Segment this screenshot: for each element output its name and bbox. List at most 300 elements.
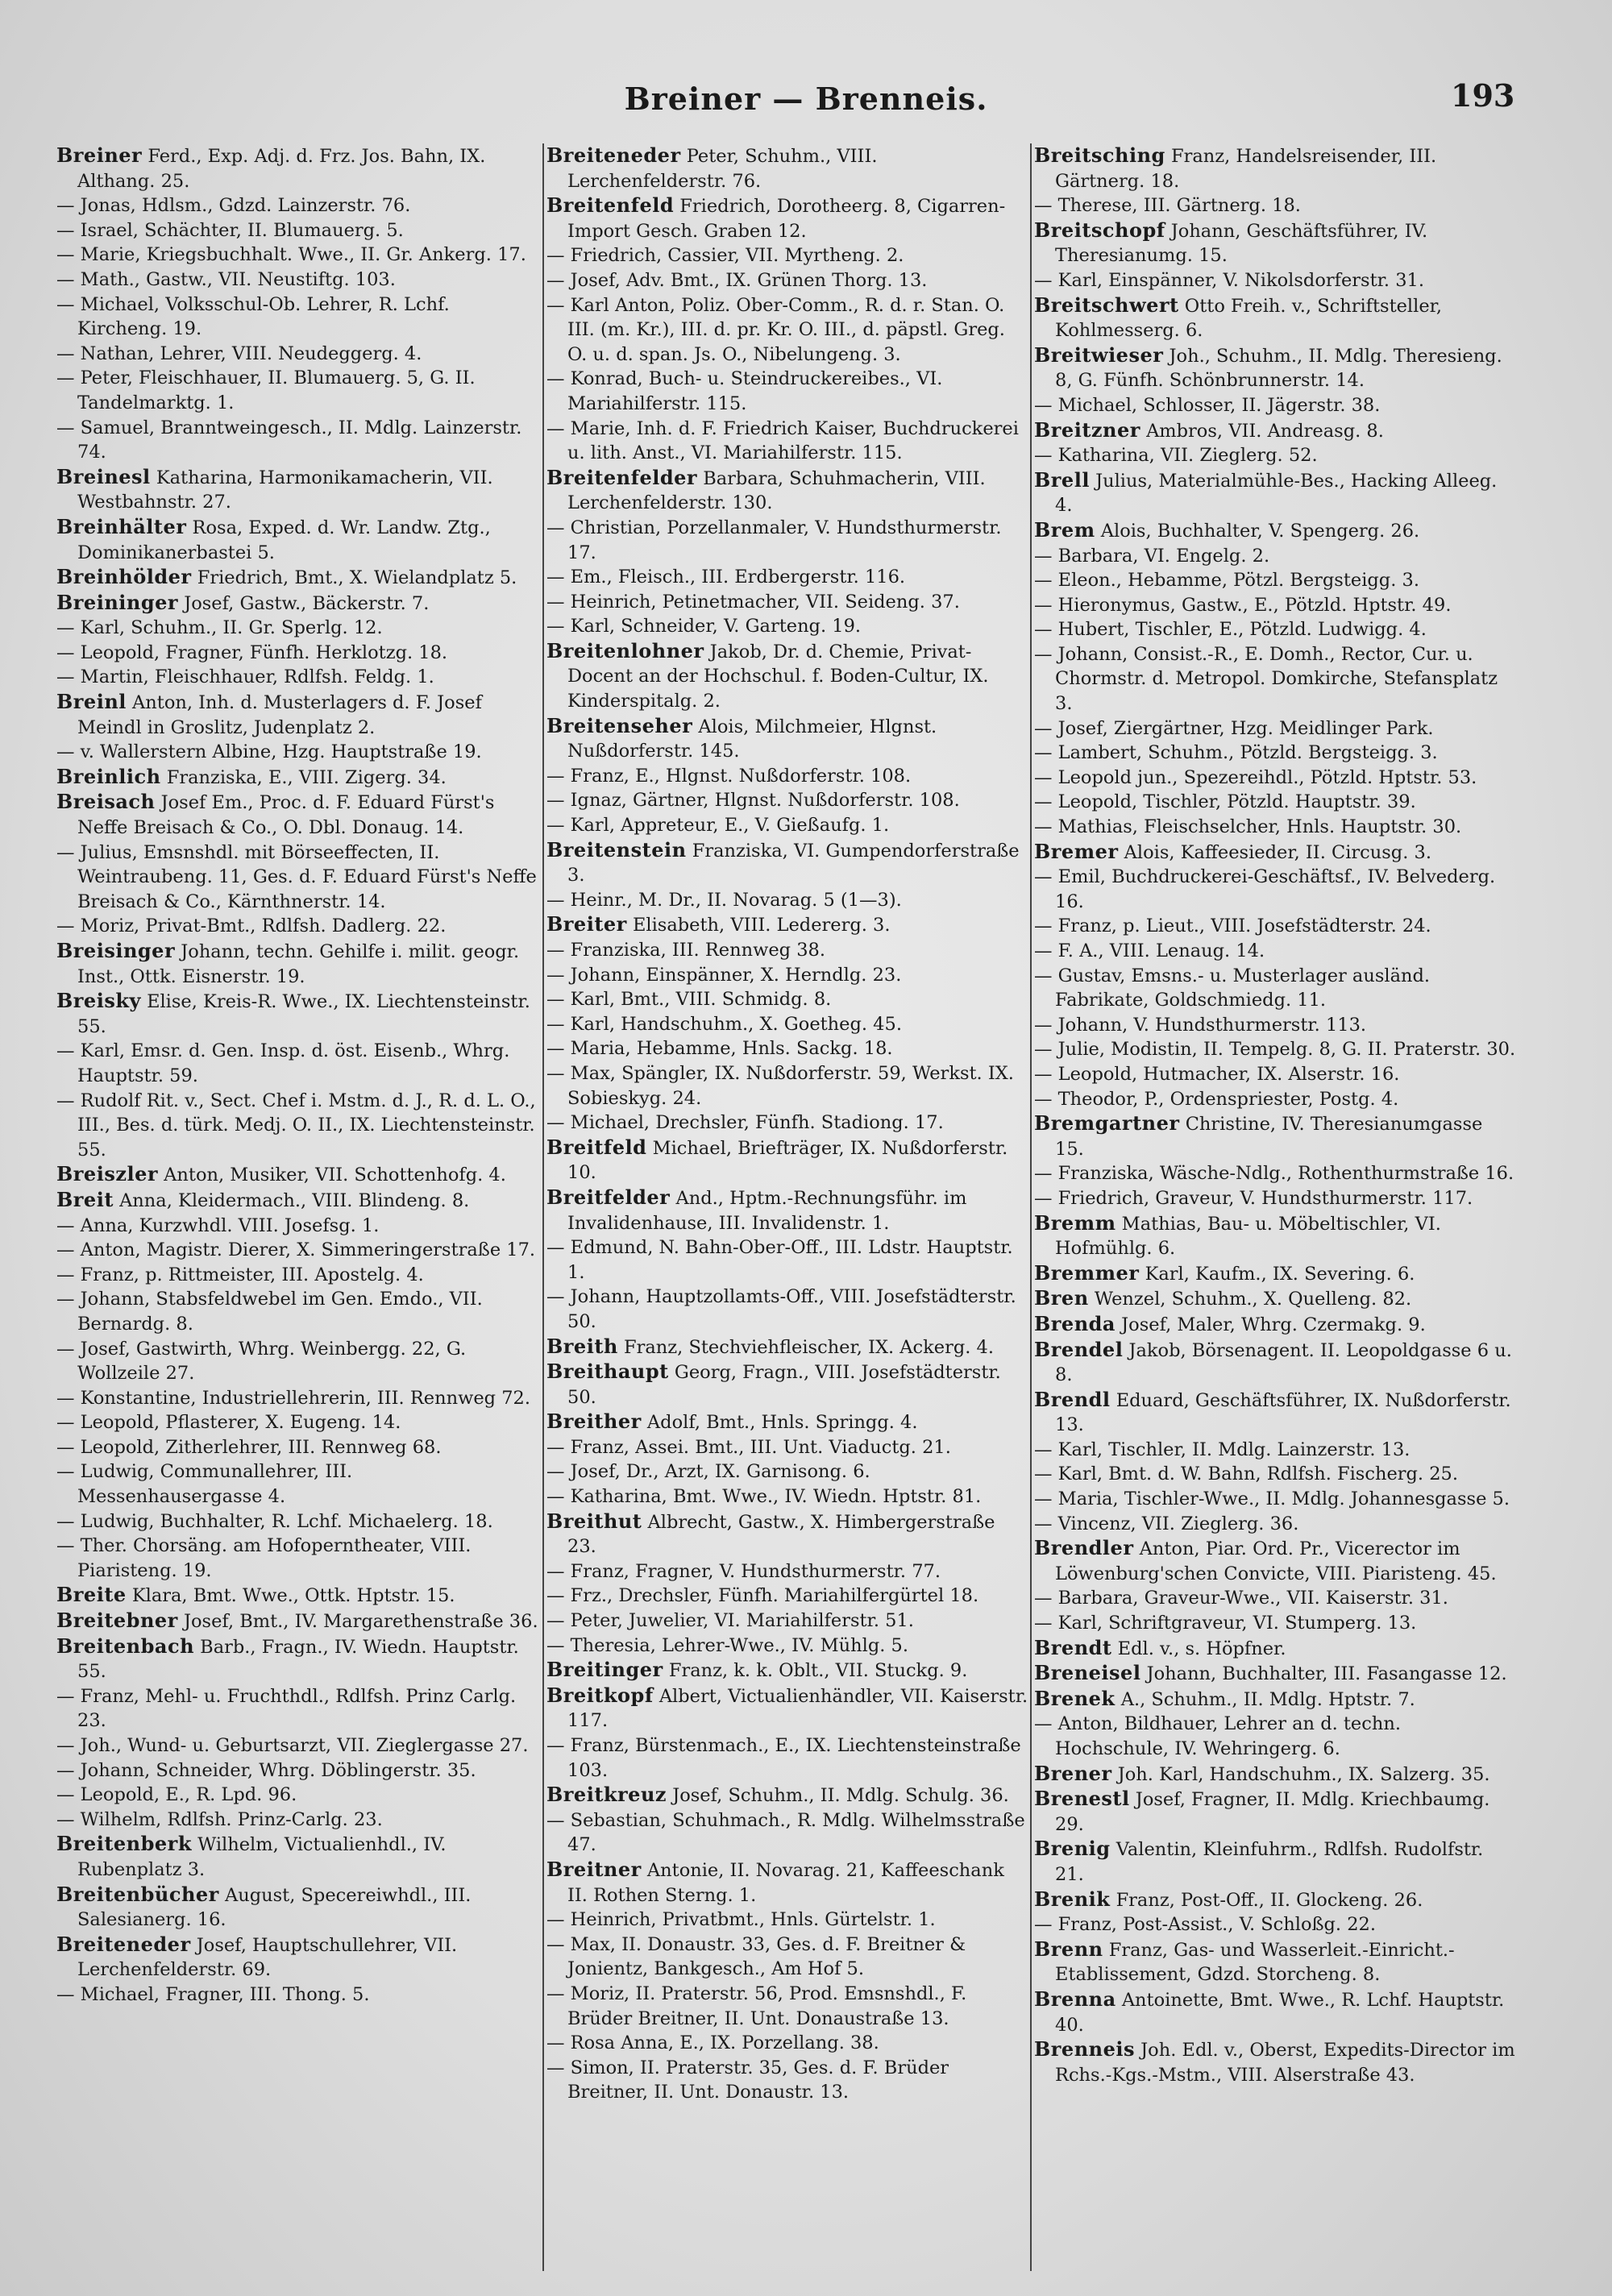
- entry-text: Julius, Materialmühle-Bes., Hacking Alleeg. 4.: [1055, 470, 1498, 517]
- entry-text: Alois, Buchhalter, V. Spengerg. 26.: [1100, 520, 1420, 542]
- entry-text: — Mathias, Fleischselcher, Hnls. Hauptstr. 30.: [1034, 816, 1462, 838]
- entry-text: — Karl, Schuhm., II. Gr. Sperlg. 12.: [56, 617, 383, 639]
- directory-entry: [1034, 1161, 1516, 1186]
- directory-entry: [546, 1360, 1028, 1410]
- directory-entry: [56, 665, 538, 690]
- directory-entry: [1034, 568, 1516, 593]
- entry-text: Friedrich, Bmt., X. Wielandplatz 5.: [197, 567, 517, 589]
- entry-text: Franz, k. k. Oblt., VII. Stuckg. 9.: [668, 1660, 968, 1682]
- directory-entry: [56, 1933, 538, 1983]
- entry-text: Josef, Schuhm., II. Mdlg. Schulg. 36.: [672, 1785, 1009, 1807]
- entry-surname: Breitner: [546, 1857, 642, 1881]
- entry-text: Friedrich, Dorotheerg. 8, Cigarren-Import Gesch. Graben 12.: [567, 196, 1006, 242]
- entry-text: — Johann, Stabsfeldwebel im Gen. Emdo., VII. Bernardg. 8.: [56, 1289, 483, 1335]
- directory-entry: [546, 268, 1028, 293]
- directory-entry: [1034, 914, 1516, 939]
- entry-text: — Maria, Hebamme, Hnls. Sackg. 18.: [546, 1038, 893, 1060]
- directory-entry: [546, 714, 1028, 764]
- entry-text: Johann, Buchhalter, III. Fasangasse 12.: [1146, 1663, 1507, 1685]
- entry-text: — Ludwig, Communallehrer, III. Messenhausergasse 4.: [56, 1461, 353, 1508]
- directory-entry: [1034, 1037, 1516, 1062]
- directory-entry: [56, 193, 538, 218]
- entry-text: — Sebastian, Schuhmach., R. Mdlg. Wilhelmsstraße 47.: [546, 1809, 1025, 1856]
- directory-entry: [1034, 1712, 1516, 1761]
- entry-surname: Breither: [546, 1410, 642, 1434]
- entry-text: Anton, Piar. Ord. Pr., Vicerector im Löwenburg'schen Convicte, VIII. Piaristeng. 45.: [1055, 1538, 1497, 1584]
- directory-entry: [56, 1238, 538, 1263]
- directory-entry: [1034, 939, 1516, 964]
- directory-entry: [1034, 1286, 1516, 1312]
- entry-text: — Karl, Bmt., VIII. Schmidg. 8.: [546, 989, 832, 1011]
- directory-entry: [546, 367, 1028, 416]
- directory-entry: [56, 1386, 538, 1411]
- entry-text: — Wilhelm, Rdlfsh. Prinz-Carlg. 23.: [56, 1808, 383, 1830]
- entry-surname: Breith: [546, 1334, 618, 1358]
- entry-text: Franz, Stechviehfleischer, IX. Ackerg. 4.: [624, 1336, 995, 1358]
- directory-entry: [56, 939, 538, 989]
- directory-entry: [546, 1136, 1028, 1185]
- entry-text: Katharina, Harmonikamacherin, VII. Westbahnstr. 27.: [77, 467, 493, 513]
- entry-text: Ferd., Exp. Adj. d. Frz. Jos. Bahn, IX. Althang. 25.: [77, 146, 486, 192]
- directory-entry: [1034, 1261, 1516, 1287]
- directory-entry: [1034, 1661, 1516, 1687]
- entry-surname: Breitwieser: [1034, 343, 1164, 367]
- column-1: [56, 143, 538, 2255]
- entry-surname: Breitzner: [1034, 417, 1140, 442]
- directory-entry: [546, 614, 1028, 639]
- entry-surname: Brenna: [1034, 1987, 1116, 2011]
- entry-text: — Karl, Handschuhm., X. Goetheg. 45.: [546, 1013, 902, 1035]
- entry-surname: Breisky: [56, 989, 141, 1013]
- entry-text: — Johann, Consist.-R., E. Domh., Rector, Cur. u. Chormstr. d. Metropol. Domkirche, Stefansplatz 3.: [1034, 643, 1498, 715]
- directory-entry: [56, 1287, 538, 1336]
- entry-text: — Leopold, Tischler, Pötzld. Hauptstr. 39.: [1034, 791, 1416, 813]
- entry-surname: Breitenberk: [56, 1832, 192, 1856]
- entry-text: — Barbara, Graveur-Wwe., VII. Kaiserstr. 31.: [1034, 1588, 1448, 1609]
- entry-text: — Karl, Bmt. d. W. Bahn, Rdlfsh. Fischerg. 25.: [1034, 1464, 1459, 1485]
- entry-text: — Rudolf Rit. v., Sect. Chef i. Mstm. d. J., R. d. L. O., III., Bes. d. türk. Medj. O. II., IX. Liechtensteinstr. 55.: [56, 1090, 536, 1160]
- entry-text: — Julie, Modistin, II. Tempelg. 8, G. II. Praterstr. 30.: [1034, 1039, 1516, 1061]
- entry-surname: Breitinger: [546, 1658, 663, 1682]
- entry-surname: Breinhölder: [56, 565, 192, 589]
- entry-text: — Vincenz, VII. Zieglerg. 36.: [1034, 1513, 1299, 1534]
- entry-surname: Breitfelder: [546, 1185, 671, 1209]
- directory-entry: [546, 1858, 1028, 1908]
- entry-text: Otto Freih. v., Schriftsteller, Kohlmesserg. 6.: [1055, 295, 1443, 342]
- directory-entry: [1034, 1987, 1516, 2037]
- entry-text: Elise, Kreis-R. Wwe., IX. Liechtensteinstr. 55.: [77, 991, 530, 1037]
- directory-entry: [546, 1435, 1028, 1460]
- directory-entry: [546, 1484, 1028, 1509]
- entry-text: — Karl Anton, Poliz. Ober-Comm., R. d. r. Stan. O. III. (m. Kr.), III. d. pr. Kr. O. III., d. päpstl. Greg. O. u. d. span. Js. O., Nibelungeng. 3.: [546, 294, 1005, 365]
- directory-entry: [56, 616, 538, 641]
- directory-entry: [56, 841, 538, 915]
- entry-surname: Breinhälter: [56, 514, 187, 538]
- directory-entry: [56, 1583, 538, 1609]
- entry-text: — Lambert, Schuhm., Pötzld. Bergsteigg. 3.: [1034, 742, 1438, 764]
- entry-text: — Michael, Volksschul-Ob. Lehrer, R. Lchf. Kircheng. 19.: [56, 293, 450, 340]
- directory-entry: [546, 1733, 1028, 1783]
- entry-text: Georg, Fragn., VIII. Josefstädterstr. 50.: [567, 1362, 1001, 1408]
- entry-text: — Frz., Drechsler, Fünfh. Mariahilfergürtel 18.: [546, 1585, 979, 1607]
- entry-text: Klara, Bmt. Wwe., Ottk. Hptstr. 15.: [131, 1585, 455, 1607]
- entry-text: — Franz, p. Lieut., VIII. Josefstädterstr. 24.: [1034, 915, 1431, 937]
- directory-entry: [546, 143, 1028, 193]
- directory-entry: [1034, 1536, 1516, 1586]
- entry-surname: Breinlich: [56, 764, 161, 788]
- entry-text: — Franz, Fragner, V. Hundsthurmerstr. 77.: [546, 1560, 941, 1582]
- directory-entry: [56, 515, 538, 565]
- entry-text: — Franziska, III. Rennweg 38.: [546, 940, 825, 961]
- directory-entry: [56, 765, 538, 791]
- directory-entry: [1034, 1388, 1516, 1438]
- entry-text: — Leopold, E., R. Lpd. 96.: [56, 1784, 297, 1806]
- entry-text: — Michael, Fragner, III. Thong. 5.: [56, 1983, 370, 2005]
- directory-entry: [56, 1089, 538, 1163]
- entry-text: — Anna, Kurzwhdl. VIII. Josefsg. 1.: [56, 1214, 380, 1236]
- directory-entry: [1034, 1586, 1516, 1611]
- directory-entry: [546, 1111, 1028, 1136]
- directory-entry: [56, 342, 538, 367]
- directory-entry: [1034, 593, 1516, 618]
- entry-text: — Ther. Chorsäng. am Hofoperntheater, VIII. Piaristeng. 19.: [56, 1535, 472, 1581]
- entry-text: — Heinrich, Petinetmacher, VII. Seideng. 37.: [546, 591, 960, 612]
- entry-text: Josef, Fragner, II. Mdlg. Kriechbaumg. 29.: [1055, 1789, 1490, 1835]
- entry-text: — Friedrich, Graveur, V. Hundsthurmerstr. 117.: [1034, 1187, 1473, 1209]
- entry-text: Johann, techn. Gehilfe i. milit. geogr. Inst., Ottk. Eisnerstr. 19.: [77, 941, 520, 987]
- entry-text: — Maria, Tischler-Wwe., II. Mdlg. Johannesgasse 5.: [1034, 1488, 1510, 1510]
- entry-text: — Peter, Fleischhauer, II. Blumauerg. 5, G. II. Tandelmarktg. 1.: [56, 367, 476, 413]
- directory-entry: [546, 1658, 1028, 1684]
- entry-text: Jakob, Börsenagent. II. Leopoldgasse 6 u. 8.: [1055, 1339, 1512, 1386]
- directory-entry: [546, 1285, 1028, 1334]
- entry-text: — Johann, V. Hundsthurmerstr. 113.: [1034, 1014, 1367, 1036]
- entry-surname: Brenda: [1034, 1311, 1116, 1335]
- directory-entry: [1034, 642, 1516, 716]
- entry-text: — Therese, III. Gärtnerg. 18.: [1034, 195, 1301, 217]
- directory-entry: [1034, 815, 1516, 840]
- directory-entry: [56, 1435, 538, 1460]
- entry-surname: Bremer: [1034, 839, 1119, 863]
- directory-entry: [546, 243, 1028, 268]
- entry-text: — Hubert, Tischler, E., Pötzld. Ludwigg. 4.: [1034, 619, 1427, 641]
- entry-text: — Karl, Tischler, II. Mdlg. Lainzerstr. 13.: [1034, 1439, 1410, 1460]
- directory-entry: [546, 1684, 1028, 1733]
- entry-text: Rosa, Exped. d. Wr. Landw. Ztg., Dominikanerbastei 5.: [77, 517, 491, 563]
- entry-text: Barb., Fragn., IV. Wiedn. Hauptstr. 55.: [77, 1636, 519, 1683]
- directory-entry: [546, 590, 1028, 615]
- entry-surname: Breitschwert: [1034, 293, 1179, 317]
- directory-entry: [1034, 193, 1516, 218]
- directory-entry: [56, 1509, 538, 1534]
- directory-entry: [1034, 1912, 1516, 1937]
- entry-text: — Josef, Adv. Bmt., IX. Grünen Thorg. 13.: [546, 269, 928, 291]
- page-number: 193: [1451, 77, 1515, 114]
- entry-text: Albrecht, Gastw., X. Himbergerstraße 23.: [567, 1511, 995, 1558]
- entry-surname: Breiteneder: [56, 1932, 191, 1956]
- entry-surname: Brendler: [1034, 1536, 1134, 1560]
- directory-entry: [546, 912, 1028, 938]
- entry-surname: Brenneis: [1034, 2037, 1135, 2061]
- entry-text: — Konstantine, Industriellehrerin, III. Rennweg 72.: [56, 1387, 530, 1409]
- entry-surname: Bremm: [1034, 1210, 1116, 1235]
- directory-entry: [56, 1039, 538, 1088]
- directory-entry: [1034, 1186, 1516, 1211]
- entry-text: — Katharina, VII. Zieglerg. 52.: [1034, 445, 1318, 467]
- entry-text: — Max, II. Donaustr. 33, Ges. d. F. Breitner & Jonientz, Bankgesch., Am Hof 5.: [546, 1933, 966, 1980]
- directory-entry: [56, 465, 538, 515]
- column-2: [546, 143, 1028, 2255]
- entry-text: Anna, Kleidermach., VIII. Blindeng. 8.: [119, 1190, 470, 1211]
- directory-entry: [546, 1908, 1028, 1933]
- entry-text: Eduard, Geschäftsführer, IX. Nußdorferstr. 13.: [1055, 1389, 1511, 1436]
- entry-text: — Math., Gastw., VII. Neustiftg. 103.: [56, 268, 396, 290]
- directory-entry: [56, 1634, 538, 1684]
- directory-entry: [1034, 1487, 1516, 1512]
- entry-text: Alois, Kaffeesieder, II. Circusg. 3.: [1124, 841, 1431, 863]
- entry-text: Wenzel, Schuhm., X. Quelleng. 82.: [1094, 1289, 1412, 1310]
- entry-text: — Christian, Porzellanmaler, V. Hundsthurmerstr. 17.: [546, 517, 1002, 563]
- entry-text: — Martin, Fleischhauer, Rdlfsh. Feldg. 1.: [56, 666, 434, 688]
- directory-entry: [1034, 1211, 1516, 1261]
- directory-entry: [546, 193, 1028, 243]
- entry-text: — Michael, Drechsler, Fünfh. Stadiong. 17.: [546, 1112, 944, 1134]
- entry-text: Barbara, Schuhmacherin, VIII. Lerchenfelderstr. 130.: [567, 467, 986, 514]
- directory-entry: [546, 2056, 1028, 2105]
- entry-text: — Franz, Mehl- u. Fruchthdl., Rdlfsh. Prinz Carlg. 23.: [56, 1685, 517, 1732]
- entry-text: — Franziska, Wäsche-Ndlg., Rothenthurmstraße 16.: [1034, 1163, 1514, 1185]
- entry-text: — Jonas, Hdlsm., Gdzd. Lainzerstr. 76.: [56, 195, 411, 217]
- entry-text: — Edmund, N. Bahn-Ober-Off., III. Ldstr. Hauptstr. 1.: [546, 1237, 1013, 1283]
- directory-entry: [56, 366, 538, 415]
- entry-text: Alois, Milchmeier, Hlgnst. Nußdorferstr. 145.: [567, 716, 937, 762]
- entry-text: — Theresia, Lehrer-Wwe., IV. Mühlg. 5.: [546, 1634, 909, 1656]
- directory-entry: [546, 987, 1028, 1012]
- entry-text: Josef, Hauptschullehrer, VII. Lerchenfelderstr. 69.: [77, 1934, 458, 1981]
- directory-entry: [1034, 1887, 1516, 1913]
- entry-text: — Moriz, II. Praterstr. 56, Prod. Emsnshdl., F. Brüder Breitner, II. Unt. Donaustraße 13.: [546, 1983, 967, 2029]
- entry-text: Joh. Edl. v., Oberst, Expedits-Director im Rchs.-Kgs.-Mstm., VIII. Alserstraße 43.: [1055, 2040, 1515, 2086]
- directory-entry: [546, 1335, 1028, 1360]
- directory-entry: [1034, 741, 1516, 766]
- entry-text: — Gustav, Emsns.- u. Musterlager ausländ. Fabrikate, Goldschmiedg. 11.: [1034, 965, 1431, 1011]
- entry-surname: Breitenbücher: [56, 1882, 219, 1906]
- directory-entry: [1034, 1512, 1516, 1537]
- entry-text: — Heinr., M. Dr., II. Novarag. 5 (1—3).: [546, 889, 902, 911]
- directory-entry: [56, 1188, 538, 1214]
- directory-entry: [546, 764, 1028, 789]
- directory-entry: [546, 1509, 1028, 1559]
- entry-surname: Breisach: [56, 790, 156, 814]
- entry-surname: Bremmer: [1034, 1260, 1140, 1285]
- entry-text: Franz, Gas- und Wasserleit.-Einricht.-Etablissement, Gdzd. Storcheng. 8.: [1055, 1939, 1455, 1986]
- entry-text: — Leopold, Fragner, Fünfh. Herklotzg. 18.: [56, 641, 448, 663]
- directory-entry: [56, 591, 538, 617]
- entry-surname: Breithaupt: [546, 1360, 669, 1384]
- entry-text: Joh. Karl, Handschuhm., IX. Salzerg. 35.: [1117, 1763, 1490, 1785]
- directory-entry: [546, 1609, 1028, 1634]
- directory-entry: [546, 466, 1028, 516]
- directory-entry: [1034, 1787, 1516, 1837]
- entry-text: Christine, IV. Theresianumgasse 15.: [1055, 1114, 1483, 1160]
- entry-text: Franziska, VI. Gumpendorferstraße 3.: [567, 840, 1020, 886]
- entry-text: — Karl, Schneider, V. Garteng. 19.: [546, 616, 862, 637]
- entry-text: Peter, Schuhm., VIII. Lerchenfelderstr. 76.: [567, 146, 878, 192]
- directory-entry: [56, 1983, 538, 2007]
- directory-entry: [546, 565, 1028, 590]
- directory-entry: [546, 1185, 1028, 1235]
- directory-entry: [546, 1783, 1028, 1808]
- directory-entry: [1034, 393, 1516, 418]
- directory-entry: [56, 1609, 538, 1634]
- directory-entry: [56, 1459, 538, 1509]
- directory-entry: [546, 1584, 1028, 1609]
- directory-entry: [56, 565, 538, 591]
- directory-entry: [1034, 1687, 1516, 1713]
- entry-surname: Breitfeld: [546, 1135, 647, 1159]
- entry-text: — Marie, Kriegsbuchhalt. Wwe., II. Gr. Ankerg. 17.: [56, 244, 526, 266]
- entry-text: — Leopold, Zitherlehrer, III. Rennweg 68.: [56, 1436, 442, 1458]
- entry-surname: Breit: [56, 1187, 114, 1211]
- directory-entry: [1034, 143, 1516, 193]
- directory-entry: [56, 1162, 538, 1188]
- directory-entry: [56, 641, 538, 666]
- entry-text: — Leopold, Pflasterer, X. Eugeng. 14.: [56, 1412, 401, 1434]
- entry-text: — Hieronymus, Gastw., E., Pötzld. Hptstr. 49.: [1034, 594, 1452, 616]
- entry-text: — Emil, Buchdruckerei-Geschäftsf., IV. Belvederg. 16.: [1034, 866, 1496, 912]
- directory-entry: [1034, 964, 1516, 1013]
- entry-text: — Anton, Bildhauer, Lehrer an d. techn. Hochschule, IV. Wehringerg. 6.: [1034, 1713, 1401, 1759]
- directory-entry: [546, 1235, 1028, 1285]
- directory-entry: [1034, 544, 1516, 569]
- directory-entry: [56, 243, 538, 268]
- directory-entry: [546, 788, 1028, 813]
- directory-entry: [1034, 1636, 1516, 1662]
- entry-text: Johann, Geschäftsführer, IV. Theresianumg. 15.: [1055, 220, 1428, 267]
- directory-entry: [546, 1012, 1028, 1037]
- directory-entry: [546, 639, 1028, 714]
- entry-text: — Franz, Bürstenmach., E., IX. Liechtensteinstraße 103.: [546, 1735, 1021, 1781]
- entry-text: Josef, Maler, Whrg. Czermakg. 9.: [1121, 1314, 1426, 1335]
- entry-surname: Breite: [56, 1583, 127, 1607]
- entry-text: Valentin, Kleinfuhrm., Rdlfsh. Rudolfstr. 21.: [1055, 1839, 1484, 1885]
- entry-text: — Heinrich, Privatbmt., Hnls. Gürtelstr. 1.: [546, 1909, 936, 1931]
- entry-text: Franz, Handelsreisender, III. Gärtnerg. 18.: [1055, 146, 1437, 192]
- entry-surname: Breneisel: [1034, 1661, 1141, 1685]
- directory-entry: [546, 938, 1028, 963]
- entry-surname: Breitenstein: [546, 837, 687, 862]
- directory-entry: [1034, 1087, 1516, 1112]
- entry-text: — Ludwig, Buchhalter, R. Lchf. Michaelerg. 18.: [56, 1510, 493, 1532]
- entry-text: — v. Wallerstern Albine, Hzg. Hauptstraße 19.: [56, 741, 482, 763]
- entry-surname: Brendel: [1034, 1337, 1124, 1361]
- entry-text: Josef, Bmt., IV. Margarethenstraße 36.: [183, 1611, 538, 1633]
- directory-entry: [1034, 1762, 1516, 1787]
- directory-entry: [546, 963, 1028, 988]
- entry-surname: Breitenfeld: [546, 193, 675, 218]
- directory-entry: [56, 690, 538, 740]
- entry-text: — Em., Fleisch., III. Erdbergerstr. 116.: [546, 567, 906, 588]
- entry-text: — Rosa Anna, E., IX. Porzellang. 38.: [546, 2032, 879, 2054]
- entry-surname: Breiter: [546, 912, 627, 936]
- directory-entry: [1034, 418, 1516, 444]
- directory-entry: [1034, 1338, 1516, 1388]
- directory-entry: [56, 1808, 538, 1833]
- entry-text: — Peter, Juwelier, VI. Mariahilferstr. 51.: [546, 1610, 914, 1632]
- column-rule: [542, 143, 544, 2271]
- entry-surname: Breitenseher: [546, 713, 693, 737]
- directory-entry: [1034, 716, 1516, 741]
- entry-text: — Israel, Schächter, II. Blumauerg. 5.: [56, 219, 404, 241]
- directory-entry: [1034, 1062, 1516, 1087]
- directory-entry: [56, 1883, 538, 1933]
- directory-entry: [56, 1214, 538, 1239]
- directory-entry: [1034, 1312, 1516, 1338]
- directory-entry: [56, 218, 538, 243]
- entry-text: Adolf, Bmt., Hnls. Springg. 4.: [646, 1412, 918, 1434]
- entry-text: — Moriz, Privat-Bmt., Rdlfsh. Dadlerg. 22.: [56, 915, 447, 937]
- entry-text: Antoinette, Bmt. Wwe., R. Lchf. Hauptstr. 40.: [1055, 1989, 1505, 2036]
- directory-entry: [546, 293, 1028, 367]
- entry-text: — Theodor, P., Ordenspriester, Postg. 4.: [1034, 1088, 1399, 1110]
- directory-entry: [56, 1783, 538, 1808]
- directory-entry: [1034, 1111, 1516, 1161]
- directory-entry: [56, 1733, 538, 1758]
- entry-text: — Franz, Post-Assist., V. Schloßg. 22.: [1034, 1914, 1377, 1936]
- directory-entry: [56, 1758, 538, 1783]
- entry-surname: Brendl: [1034, 1387, 1111, 1411]
- directory-entry: [56, 1684, 538, 1733]
- entry-text: Wilhelm, Victualienhdl., IV. Rubenplatz 3.: [77, 1834, 447, 1880]
- directory-entry: [1034, 268, 1516, 293]
- directory-entry: [56, 914, 538, 939]
- directory-entry: [1034, 766, 1516, 791]
- entry-text: August, Specereiwhdl., III. Salesianerg. 16.: [77, 1884, 472, 1931]
- entry-text: — Josef, Ziergärtner, Hzg. Meidlinger Park.: [1034, 717, 1434, 739]
- directory-entry: [546, 1808, 1028, 1858]
- entry-surname: Breitenbach: [56, 1634, 195, 1658]
- entry-surname: Breitebner: [56, 1609, 178, 1633]
- entry-surname: Breithut: [546, 1509, 642, 1533]
- entry-text: Albert, Victualienhändler, VII. Kaiserstr. 117.: [567, 1685, 1028, 1732]
- entry-surname: Breiteneder: [546, 143, 681, 167]
- directory-entry: [56, 1410, 538, 1435]
- entry-surname: Brell: [1034, 467, 1090, 492]
- directory-entry: [56, 1263, 538, 1288]
- entry-text: — Karl, Einspänner, V. Nikolsdorferstr. 31.: [1034, 269, 1424, 291]
- entry-text: — Katharina, Bmt. Wwe., IV. Wiedn. Hptstr. 81.: [546, 1486, 982, 1508]
- directory-entry: [1034, 218, 1516, 268]
- entry-surname: Breiszler: [56, 1162, 158, 1186]
- entry-surname: Brem: [1034, 517, 1095, 542]
- entry-text: Jakob, Dr. d. Chemie, Privat-Docent an der Hochschul. f. Boden-Cultur, IX. Kinderspitalg. 2.: [567, 641, 989, 712]
- entry-text: — Franz, E., Hlgnst. Nußdorferstr. 108.: [546, 765, 912, 787]
- directory-entry: [1034, 343, 1516, 393]
- directory-entry: [546, 888, 1028, 913]
- directory-entry: [1034, 1462, 1516, 1487]
- entry-text: — Johann, Hauptzollamts-Off., VIII. Josefstädterstr. 50.: [546, 1286, 1016, 1332]
- directory-entry: [1034, 790, 1516, 815]
- directory-entry: [546, 1061, 1028, 1111]
- directory-entry: [1034, 518, 1516, 544]
- entry-text: And., Hptm.-Rechnungsführ. im Invalidenhause, III. Invalidenstr. 1.: [567, 1187, 967, 1234]
- entry-text: Antonie, II. Novarag. 21, Kaffeeschank II. Rothen Sterng. 1.: [567, 1859, 1004, 1906]
- directory-entry: [56, 740, 538, 765]
- entry-text: Elisabeth, VIII. Ledererg. 3.: [632, 915, 891, 936]
- entry-text: — Karl, Schriftgraveur, VI. Stumperg. 13.: [1034, 1613, 1417, 1634]
- entry-text: — Simon, II. Praterstr. 35, Ges. d. F. Brüder Breitner, II. Unt. Donaustr. 13.: [546, 2057, 949, 2103]
- directory-entry: [546, 417, 1028, 466]
